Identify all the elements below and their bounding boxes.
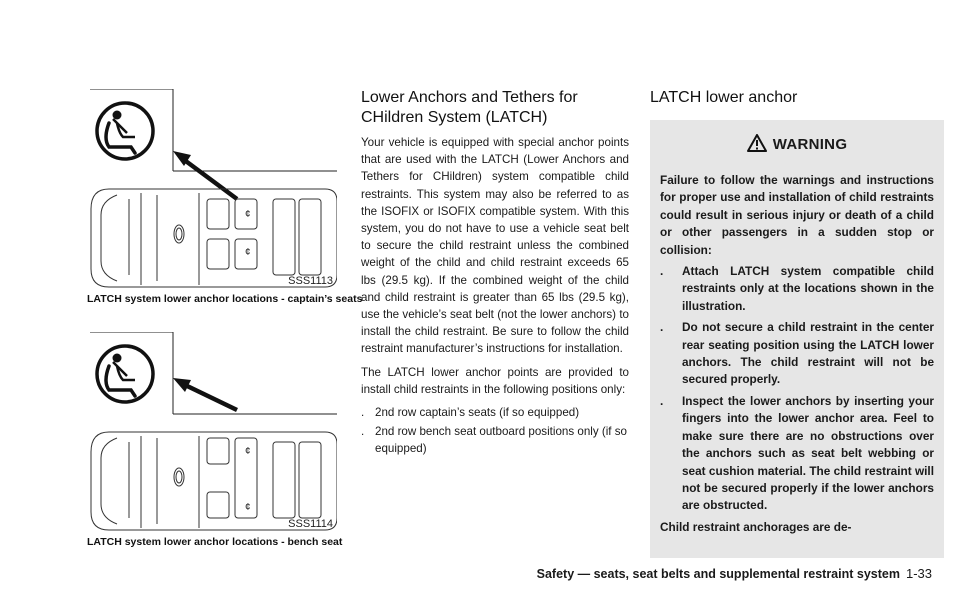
child-seat-symbol-icon <box>97 346 153 402</box>
warning-label: WARNING <box>772 136 848 153</box>
page-footer <box>537 566 932 581</box>
bullet-marker: . <box>361 425 365 439</box>
list-item: . 2nd row captain’s seats (if so equipped) <box>361 404 629 421</box>
latch-main-section <box>361 88 629 460</box>
vehicle-latch-diagram <box>87 89 337 289</box>
figure-captains-seats <box>87 89 363 305</box>
figure-illustration <box>87 332 337 532</box>
bullet-marker: . <box>660 393 664 408</box>
warning-box <box>650 120 944 558</box>
warning-triangle-icon <box>747 134 767 152</box>
svg-text:¢: ¢ <box>245 247 251 258</box>
section-title: Lower Anchors and Tethers for CHildren System (LATCH) <box>361 89 578 126</box>
svg-text:¢: ¢ <box>245 446 251 457</box>
footer-section-title: Safety — seats, seat belts and supplemental restraint system <box>536 567 900 581</box>
vehicle-outline <box>91 189 337 287</box>
figure-code: SSS1113 <box>288 275 333 287</box>
warning-header <box>660 120 934 160</box>
list-item: . 2nd row bench seat outboard positions only (if so equipped) <box>361 425 627 456</box>
warning-list <box>660 263 934 515</box>
vehicle-outline <box>91 432 337 530</box>
figure-caption: LATCH system lower anchor locations - bench seat <box>87 536 343 548</box>
figure-code: SSS1114 <box>288 518 333 530</box>
figure-illustration <box>87 89 337 289</box>
positions-paragraph: The LATCH lower anchor points are provided to install child restraints in the following positions only: <box>361 365 629 396</box>
list-item: . Inspect the lower anchors by inserting your fingers into the lower anchor area. Feel to make sure there are no obstructions over the anchors such as seat belt webbing or seat cushion material. The child restraint will not be secured properly if the lower anchors are obstructed. <box>660 393 934 513</box>
page-number: 1-33 <box>905 566 932 581</box>
bullet-marker: . <box>660 320 664 335</box>
intro-paragraph: Your vehicle is equipped with special anchor points that are used with the LATCH (Lower Anchors and Tethers for CHildren) system compatible child restraints. This system may also be referred to as the ISOFIX or ISOFIX compatible system. With this system, you do not have to use a vehicle seat belt to secure the child restraint unless the combined weight of the child and child restraint exceeds 65 lbs (29.5 kg). If the combined weight of the child and child restraint is greater than 65 lbs (29.5 kg), use the vehicle’s seat belt (not the lower anchors) to install the child restraint. Be sure to follow the child restraint manufacturer’s instructions for installation. <box>361 136 629 356</box>
pointer-arrow-icon <box>173 151 237 199</box>
figure-bench-seat <box>87 332 342 548</box>
list-item: . Attach LATCH system compatible child restraints only at the locations shown in the illustration. <box>660 264 934 313</box>
warning-trailing-text: Child restraint anchorages are de- <box>660 519 852 534</box>
warning-intro: Failure to follow the warnings and instructions for proper use and installation of child restraints could result in serious injury or death of a child or other passengers in a sudden stop or collision: <box>660 173 934 257</box>
latch-lower-anchor-section <box>650 88 944 558</box>
bullet-marker: . <box>660 264 664 279</box>
figure-caption: LATCH system lower anchor locations - captain’s seats <box>87 293 363 305</box>
list-item: . Do not secure a child restraint in the center rear seating position using the LATCH lower anchors. The child restraint will not be secured properly. <box>660 320 934 387</box>
child-seat-symbol-icon <box>97 103 153 159</box>
svg-text:¢: ¢ <box>245 209 251 220</box>
vehicle-latch-diagram <box>87 332 337 532</box>
bullet-marker: . <box>361 406 365 420</box>
section-title: LATCH lower anchor <box>650 89 798 106</box>
positions-list <box>361 404 629 458</box>
svg-text:¢: ¢ <box>245 502 251 513</box>
pointer-arrow-icon <box>173 378 237 410</box>
